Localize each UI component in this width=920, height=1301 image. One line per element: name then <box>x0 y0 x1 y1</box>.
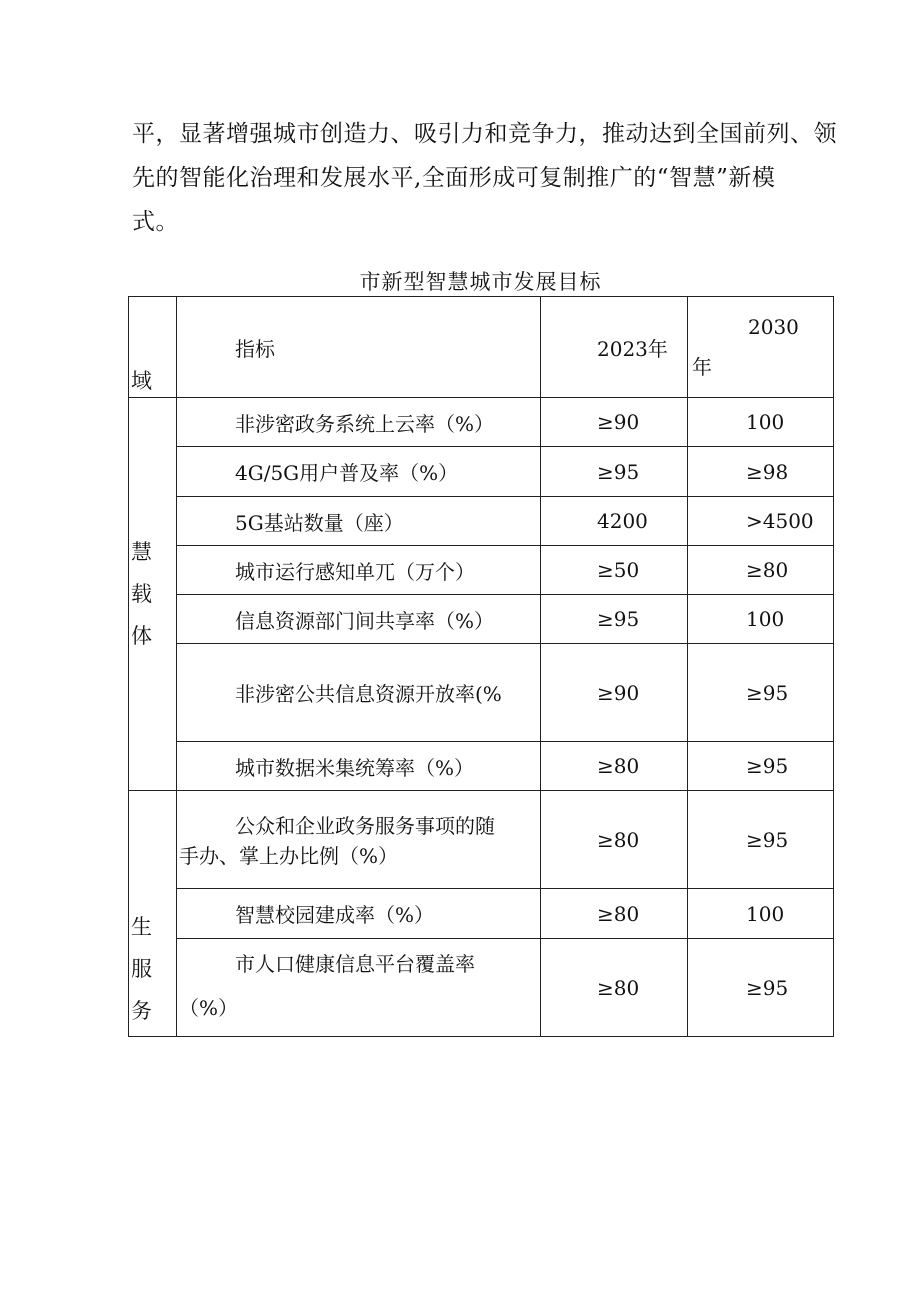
domain-char: 载 <box>131 582 152 606</box>
table-row <box>129 447 834 497</box>
table-row <box>129 791 834 889</box>
indicator-line: 手办、掌上办比例（%） <box>179 843 399 868</box>
table-row <box>129 742 834 791</box>
value-2023: ≥50 <box>541 546 688 595</box>
value-2030: 100 <box>688 398 834 447</box>
header-domain: 域 <box>131 369 152 393</box>
header-2030-year: 2030 <box>748 315 799 339</box>
header-2030-cell <box>688 297 834 398</box>
domain-cell-1 <box>129 398 177 791</box>
domain-char: 服 <box>131 957 152 981</box>
indicator-line: （%） <box>179 995 239 1020</box>
indicator-cell: 4G/5G用户普及率（%） <box>177 447 541 497</box>
table-row <box>129 595 834 644</box>
indicator-cell: 信息资源部门间共享率（%） <box>177 595 541 644</box>
value-2030: 100 <box>688 595 834 644</box>
domain-char: 务 <box>131 999 152 1023</box>
value-2023: ≥80 <box>541 791 688 889</box>
indicator-cell: 5G基站数量（座） <box>177 497 541 546</box>
value-2030: ≥95 <box>688 791 834 889</box>
value-2023: 4200 <box>541 497 688 546</box>
table-row <box>129 939 834 1037</box>
indicator-line: 市人口健康信息平台覆盖率 <box>235 951 475 976</box>
body-paragraph <box>132 112 837 244</box>
indicator-line: 公众和企业政务服务事项的随 <box>235 813 495 838</box>
table-header-row <box>129 297 834 398</box>
domain-char: 生 <box>131 915 152 939</box>
header-2030-suffix: 年 <box>692 355 712 379</box>
header-2023: 2023年 <box>541 297 688 398</box>
goals-table <box>128 296 834 1037</box>
paragraph-line: 平，显著增强城市创造力、吸引力和竞争力，推动达到全国前列、领 <box>132 121 837 147</box>
value-2023: ≥95 <box>541 447 688 497</box>
paragraph-line: 先的智能化治理和发展水平,全面形成可复制推广的“智慧”新模 <box>132 165 776 191</box>
value-2030: ≥95 <box>688 742 834 791</box>
table-caption: 市新型智慧城市发展目标 <box>359 270 602 294</box>
indicator-cell: 非涉密政务系统上云率（%） <box>177 398 541 447</box>
value-2030: 100 <box>688 889 834 939</box>
value-2023: ≥95 <box>541 595 688 644</box>
value-2030: ≥80 <box>688 546 834 595</box>
header-domain-cell <box>129 297 177 398</box>
table-row <box>129 398 834 447</box>
indicator-cell: 智慧校园建成率（%） <box>177 889 541 939</box>
value-2023: ≥90 <box>541 644 688 742</box>
domain-char: 体 <box>131 624 152 648</box>
indicator-cell <box>177 939 541 1037</box>
indicator-cell: 城市数据米集统筹率（%） <box>177 742 541 791</box>
domain-cell-2 <box>129 791 177 1037</box>
value-2030: ≥98 <box>688 447 834 497</box>
indicator-cell <box>177 791 541 889</box>
table-row <box>129 546 834 595</box>
indicator-cell: 城市运行感知单兀（万个） <box>177 546 541 595</box>
table-row <box>129 644 834 742</box>
domain-char: 慧 <box>131 540 152 564</box>
value-2023: ≥80 <box>541 939 688 1037</box>
header-indicator: 指标 <box>177 297 541 398</box>
value-2023: ≥90 <box>541 398 688 447</box>
value-2030: ≥95 <box>688 644 834 742</box>
table-row <box>129 497 834 546</box>
value-2030: >4500 <box>688 497 834 546</box>
paragraph-line: 式。 <box>132 209 179 235</box>
value-2023: ≥80 <box>541 889 688 939</box>
table-row <box>129 889 834 939</box>
indicator-cell: 非涉密公共信息资源开放率(% <box>177 644 541 742</box>
value-2030: ≥95 <box>688 939 834 1037</box>
value-2023: ≥80 <box>541 742 688 791</box>
